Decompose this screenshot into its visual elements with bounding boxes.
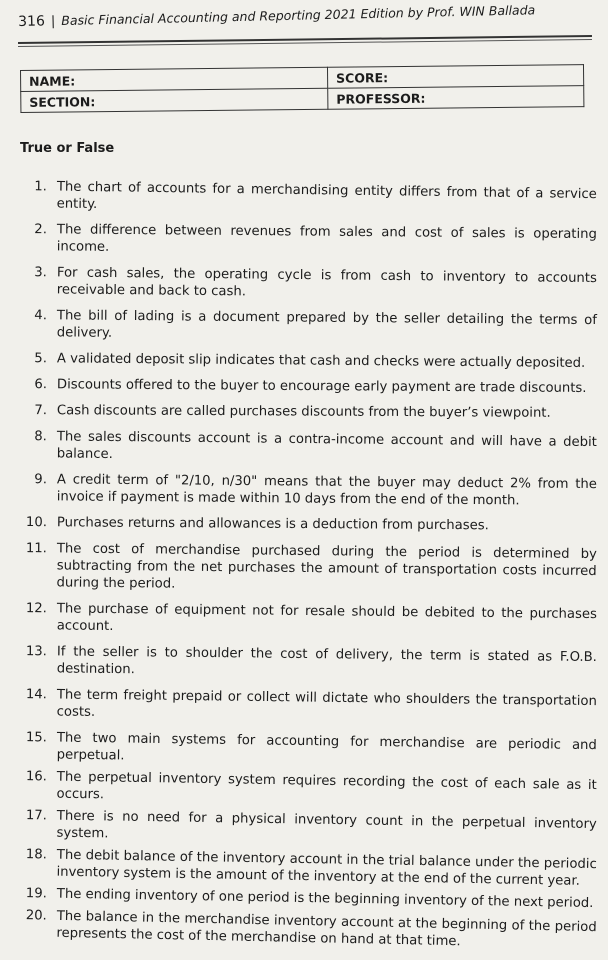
question-item [18,307,598,346]
question-number: 9. [34,472,47,488]
question-number: 7. [34,403,47,419]
question-text: The debit balance of the inventory account in the trial balance under the periodic inventory system is the amount of the inventory at the end of the current year. [56,847,597,889]
question-text: Purchases returns and allowances is a deduction from purchases. [56,515,489,534]
question-text: The ending inventory of one period is the beginning inventory of the next period. [56,886,594,912]
question-item [18,264,598,304]
question-text: The bill of lading is a document prepared by the seller detailing the terms of delivery. [56,308,597,341]
question-text: The cost of merchandise purchased during the period is determined by subtracting from the net purchases the amount of transportation costs incurred during the period. [56,541,597,592]
question-item [18,350,598,372]
question-text: A credit term of "2/10, n/30" means that the buyer may deduct 2% from the invoice if payment is made within 10 days from the end of the month. [56,472,597,509]
question-item [18,376,598,397]
score-field: SCORE: [327,65,583,89]
question-item [17,846,598,890]
question-number: 1. [34,179,47,195]
question-number: 16. [25,769,47,785]
question-item [17,907,598,953]
true-false-list [18,178,598,950]
question-text: The difference between revenues from sales and cost of sales is operating income. [56,222,597,255]
section-field: SECTION: [21,88,328,112]
question-number: 17. [25,808,47,824]
question-number: 11. [25,541,47,557]
book-title: Basic Financial Accounting and Reporting 2021 Edition by Prof. WIN Ballada [61,2,536,29]
page-number: 316 [18,13,46,30]
question-item [18,729,598,771]
question-text: If the seller is to shoulder the cost of delivery, the term is stated as F.O.B. destination. [56,644,597,678]
header-separator: | [50,14,56,30]
question-text: For cash sales, the operating cycle is from cash to inventory to accounts receivable and back to cash. [56,265,597,300]
question-number: 3. [34,265,47,281]
question-number: 18. [25,847,47,863]
question-text: Cash discounts are called purchases discounts from the buyer’s viewpoint. [56,403,551,421]
page-header [18,1,588,30]
question-item [17,768,597,811]
question-text: The purchase of equipment not for resale should be debited to the purchases account. [56,601,597,635]
question-item [18,600,598,640]
question-text: There is no need for a physical inventory count in the perpetual inventory system. [56,808,597,842]
question-text: Discounts offered to the buyer to encourage early payment are trade discounts. [56,377,587,396]
question-number: 4. [34,308,47,324]
question-number: 20. [25,908,47,924]
question-item [18,178,598,220]
question-text: The two main systems for accounting for merchandise are periodic and perpetual. [56,730,597,764]
question-item [18,221,598,260]
question-number: 15. [25,730,47,746]
question-number: 6. [34,377,47,393]
question-item [17,807,597,850]
question-item [18,471,598,510]
question-number: 19. [25,886,47,902]
question-text: A validated deposit slip indicates that cash and checks were actually deposited. [56,351,586,371]
question-text: The term freight prepaid or collect will dictate who shoulders the transportation costs. [56,687,597,720]
question-text: The perpetual inventory system requires recording the cost of each sale as it occurs. [56,769,597,803]
question-item [18,686,598,727]
question-text: The chart of accounts for a merchandising entity differs from that of a service entity. [56,179,597,213]
student-info-table [20,64,584,113]
professor-field: PROFESSOR: [328,86,584,110]
question-text: The sales discounts account is a contra-income account and will have a debit balance. [56,429,597,462]
question-number: 2. [34,222,47,238]
question-number: 5. [34,351,47,367]
question-item [18,428,598,468]
question-number: 14. [25,687,47,703]
question-number: 8. [34,429,47,445]
question-number: 10. [25,515,47,531]
question-text: The balance in the merchandise inventory account at the beginning of the period represents the cost of the merchandise on hand at that time. [56,908,597,950]
question-number: 12. [25,601,47,617]
name-field: NAME: [21,67,328,91]
question-item [17,540,598,597]
question-item [18,514,598,535]
question-number: 13. [25,644,47,660]
question-item [18,643,598,683]
question-item [18,402,598,422]
section-heading: True or False [20,141,115,156]
